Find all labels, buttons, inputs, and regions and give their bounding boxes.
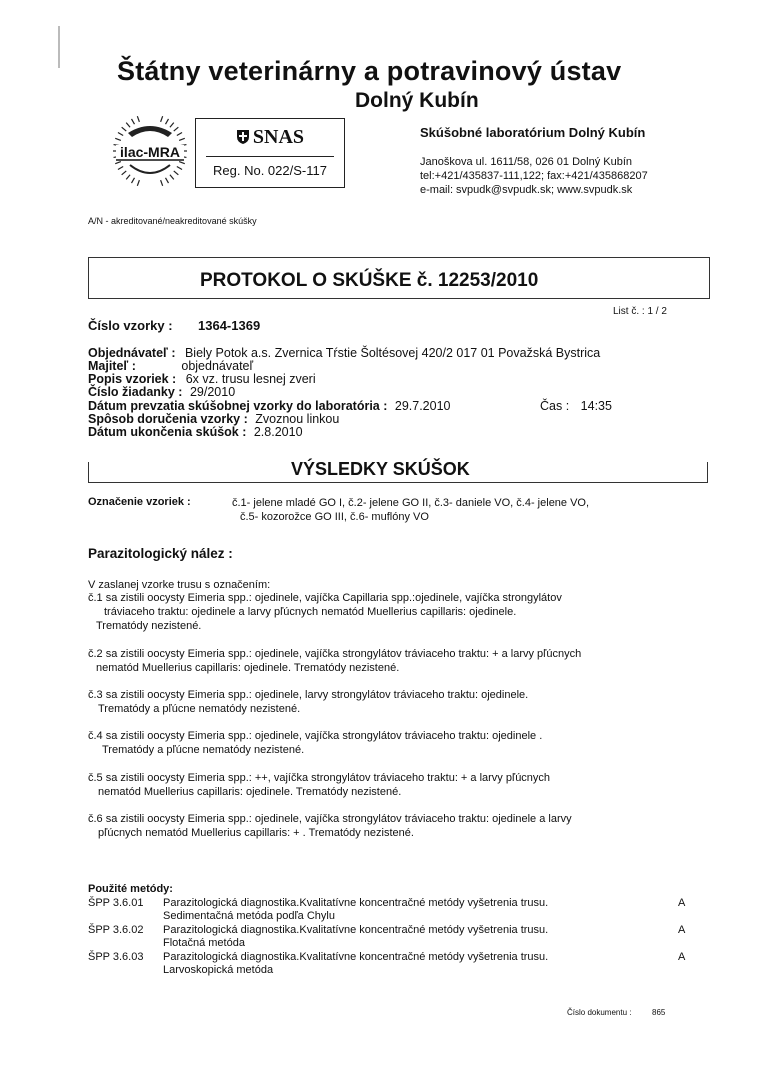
description-label: Popis vzoriek : <box>88 372 177 386</box>
info-description <box>88 373 316 386</box>
institute-subtitle: Dolný Kubín <box>355 89 479 112</box>
lab-title: Skúšobné laboratórium Dolný Kubín <box>420 125 646 140</box>
result-line: Trematódy nezistené. <box>96 620 202 632</box>
info-owner <box>88 360 253 373</box>
results-title-box <box>88 459 708 483</box>
time-label: Čas : <box>540 399 570 413</box>
result-line: č.5 sa zistili oocysty Eimeria spp.: ++, vajíčka strongylátov tráviaceho traktu: + a larvy pľúcnych <box>88 772 551 784</box>
protocol-title-box <box>88 257 710 299</box>
result-line: Trematódy a pľúcne nematódy nezistené. <box>102 744 305 756</box>
result-line: č.1 sa zistili oocysty Eimeria spp.: ojedinele, vajíčka Capillaria spp.:ojedinele, vajíčka strongylátov <box>88 592 562 604</box>
result-line: č.2 sa zistili oocysty Eimeria spp.: ojedinele, vajíčka strongylátov tráviaceho traktu: + a larvy pľúcnych <box>88 648 582 660</box>
method-accreditation-mark: A <box>678 897 686 909</box>
ilac-logo-text: ilac-MRA <box>120 144 180 160</box>
lab-address: Janoškova ul. 1611/58, 026 01 Dolný Kubín <box>420 156 633 168</box>
received-label: Dátum prevzatia skúšobnej vzorky do laboratória : <box>88 399 388 413</box>
info-request <box>88 386 235 399</box>
method-accreditation-mark: A <box>678 951 686 963</box>
sample-designation-label: Označenie vzoriek : <box>88 496 191 508</box>
shield-icon <box>236 128 250 151</box>
info-end-date <box>88 426 303 439</box>
end-date-label: Dátum ukončenia skúšok : <box>88 425 247 439</box>
sample-number-label: Číslo vzorky : <box>88 318 173 333</box>
institute-title: Štátny veterinárny a potravinový ústav <box>117 56 622 86</box>
snas-name: SNAS <box>252 126 305 148</box>
orderer-value: Biely Potok a.s. Zvernica Tŕstie Šoltésovej 420/2 017 01 Považská Bystrica <box>184 346 601 360</box>
method-code: ŠPP 3.6.02 <box>88 924 144 936</box>
parasitology-heading: Parazitologický nález : <box>88 546 233 561</box>
delivery-label: Spôsob doručenia vzorky : <box>88 412 248 426</box>
page-counter-label: List č. : <box>613 306 645 317</box>
info-time <box>540 400 612 413</box>
page-counter <box>613 306 667 317</box>
method-description: Parazitologická diagnostika.Kvalitatívne koncentračné metódy vyšetrenia trusu. <box>163 951 549 963</box>
snas-accreditation-box <box>195 118 345 188</box>
method-code: ŠPP 3.6.03 <box>88 951 144 963</box>
snas-reg-number: Reg. No. 022/S-117 <box>213 163 327 178</box>
ilac-mra-logo <box>110 111 190 191</box>
page-counter-value: 1 / 2 <box>647 306 667 317</box>
result-line: č.4 sa zistili oocysty Eimeria spp.: ojedinele, vajíčka strongylátov tráviaceho traktu: ojedinele . <box>88 730 543 742</box>
orderer-label: Objednávateľ : <box>88 346 176 360</box>
owner-value: objednávateľ <box>181 359 254 373</box>
request-label: Číslo žiadanky : <box>88 385 183 399</box>
document-number-label: Číslo dokumentu : <box>567 1008 632 1017</box>
results-title: VÝSLEDKY SKÚŠOK <box>291 459 470 479</box>
method-description: Parazitologická diagnostika.Kvalitatívne koncentračné metódy vyšetrenia trusu. <box>163 897 549 909</box>
methods-heading: Použité metódy: <box>88 883 173 895</box>
scan-margin-mark <box>58 26 60 68</box>
result-line: Trematódy a pľúcne nematódy nezistené. <box>98 703 301 715</box>
document-number-value: 865 <box>652 1008 666 1017</box>
results-intro: V zaslanej vzorke trusu s označením: <box>88 579 271 591</box>
result-line: č.6 sa zistili oocysty Eimeria spp.: ojedinele, vajíčka strongylátov tráviaceho traktu: ojedinele a larvy <box>88 813 572 825</box>
method-code: ŠPP 3.6.01 <box>88 897 144 909</box>
time-value: 14:35 <box>580 399 612 413</box>
sample-designation-line-1: č.1- jelene mladé GO I, č.2- jelene GO II, č.3- daniele VO, č.4- jelene VO, <box>232 497 590 509</box>
result-line: pľúcnych nematód Muellerius capillaris: + . Trematódy nezistené. <box>98 827 414 839</box>
info-orderer <box>88 347 600 360</box>
snas-divider <box>206 156 334 157</box>
request-value: 29/2010 <box>189 385 236 399</box>
snas-logo <box>196 126 344 151</box>
method-accreditation-mark: A <box>678 924 686 936</box>
method-description: Parazitologická diagnostika.Kvalitatívne koncentračné metódy vyšetrenia trusu. <box>163 924 549 936</box>
method-name: Sedimentačná metóda podľa Chylu <box>163 910 335 922</box>
lab-email: e-mail: svpudk@svpudk.sk; www.svpudk.sk <box>420 184 633 196</box>
lab-phone: tel:+421/435837-111,122; fax:+421/435868207 <box>420 170 648 182</box>
owner-label: Majiteľ : <box>88 359 136 373</box>
sample-designation-line-2: č.5- kozorožce GO III, č.6- muflóny VO <box>240 511 429 523</box>
result-line: č.3 sa zistili oocysty Eimeria spp.: ojedinele, larvy strongylátov tráviaceho traktu: ojedinele. <box>88 689 529 701</box>
description-value: 6x vz. trusu lesnej zveri <box>185 372 316 386</box>
result-line: nematód Muellerius capillaris: ojedinele. Trematódy nezistené. <box>96 662 400 674</box>
protocol-title: PROTOKOL O SKÚŠKE č. 12253/2010 <box>200 270 539 291</box>
end-date-value: 2.8.2010 <box>253 425 303 439</box>
delivery-value: Zvoznou linkou <box>255 412 340 426</box>
method-name: Flotačná metóda <box>163 937 245 949</box>
received-value: 29.7.2010 <box>394 399 451 413</box>
info-received <box>88 400 450 413</box>
result-line: nematód Muellerius capillaris: ojedinele. Trematódy nezistené. <box>98 786 402 798</box>
method-name: Larvoskopická metóda <box>163 964 274 976</box>
sample-number-value: 1364-1369 <box>198 318 261 333</box>
result-line: tráviaceho traktu: ojedinele a larvy pľúcnych nematód Muellerius capillaris: ojedinele. <box>104 606 517 618</box>
accreditation-note: A/N - akreditované/neakreditované skúšky <box>88 216 257 226</box>
info-delivery <box>88 413 339 426</box>
